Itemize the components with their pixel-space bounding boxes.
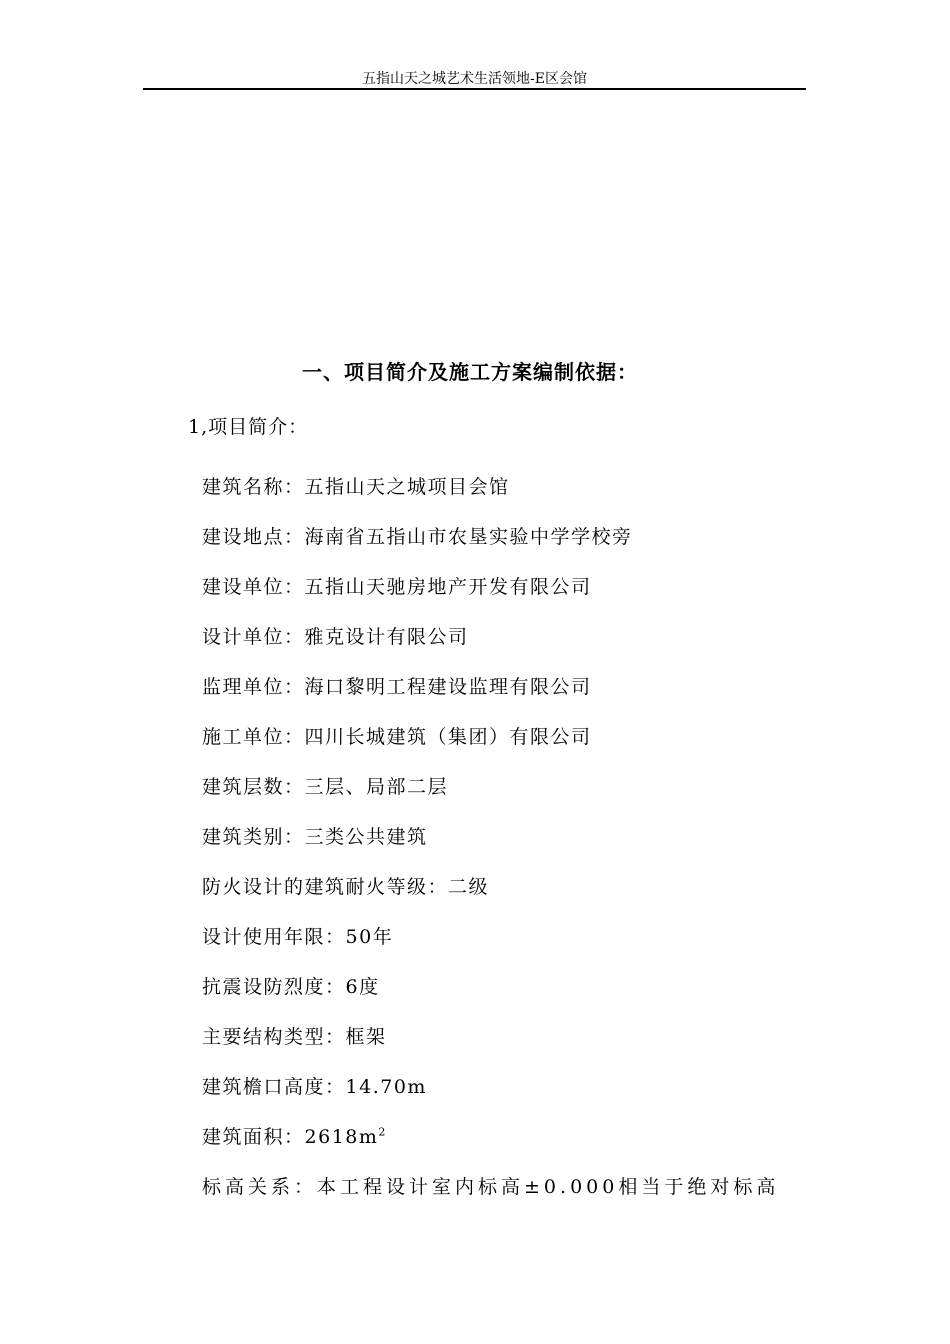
info-label: 建筑檐口高度： <box>202 1076 346 1098</box>
info-item-category <box>202 822 812 872</box>
info-value: 五指山天驰房地产开发有限公司 <box>304 576 592 598</box>
info-label: 主要结构类型： <box>202 1026 346 1048</box>
info-item-designer <box>202 622 812 672</box>
info-label: 抗震设防烈度： <box>202 976 346 998</box>
info-label: 建筑面积： <box>202 1126 305 1148</box>
info-item-seismic <box>202 972 812 1022</box>
area-unit-superscript: 2 <box>378 1125 387 1139</box>
header-rule <box>143 88 806 90</box>
info-value: 2618m <box>304 1126 379 1148</box>
info-value: 14.70m <box>345 1076 427 1098</box>
info-item-building-name <box>202 472 812 522</box>
info-item-service-life <box>202 922 812 972</box>
info-value: 五指山天之城项目会馆 <box>304 476 510 498</box>
info-item-supervisor <box>202 672 812 722</box>
info-value: 框架 <box>345 1026 387 1048</box>
info-value: 海口黎明工程建设监理有限公司 <box>304 676 592 698</box>
info-item-elevation <box>202 1172 812 1222</box>
info-value: 海南省五指山市农垦实验中学学校旁 <box>304 526 633 548</box>
info-item-eave-height <box>202 1072 812 1122</box>
info-label: 建筑类别： <box>202 826 305 848</box>
info-label: 施工单位： <box>202 726 305 748</box>
page-header: 五指山天之城艺术生活领地-E区会馆 <box>362 71 587 87</box>
info-item-structure <box>202 1022 812 1072</box>
section-title: 一、项目简介及施工方案编制依据： <box>302 360 638 384</box>
info-value: 本工程设计室内标高±0.000相当于绝对标高 <box>317 1176 780 1198</box>
info-item-floors <box>202 772 812 822</box>
info-value: 6度 <box>345 976 380 998</box>
info-value: 雅克设计有限公司 <box>304 626 469 648</box>
info-value: 三类公共建筑 <box>304 826 428 848</box>
sub-heading: 1,项目简介： <box>188 416 309 438</box>
info-value: 二级 <box>448 876 490 898</box>
info-value: 50年 <box>345 926 394 948</box>
info-item-contractor <box>202 722 812 772</box>
info-label: 标高关系： <box>202 1176 318 1198</box>
info-label: 防火设计的建筑耐火等级： <box>202 876 449 898</box>
info-item-location <box>202 522 812 572</box>
info-label: 建设地点： <box>202 526 305 548</box>
info-label: 建设单位： <box>202 576 305 598</box>
info-value: 三层、局部二层 <box>304 776 449 798</box>
info-label: 建筑名称： <box>202 476 305 498</box>
info-item-owner <box>202 572 812 622</box>
info-item-fire-rating <box>202 872 812 922</box>
info-value: 四川长城建筑（集团）有限公司 <box>304 726 592 748</box>
info-label: 建筑层数： <box>202 776 305 798</box>
info-item-area <box>202 1122 812 1172</box>
project-info-list <box>202 472 812 1222</box>
info-label: 设计使用年限： <box>202 926 346 948</box>
info-label: 监理单位： <box>202 676 305 698</box>
info-label: 设计单位： <box>202 626 305 648</box>
